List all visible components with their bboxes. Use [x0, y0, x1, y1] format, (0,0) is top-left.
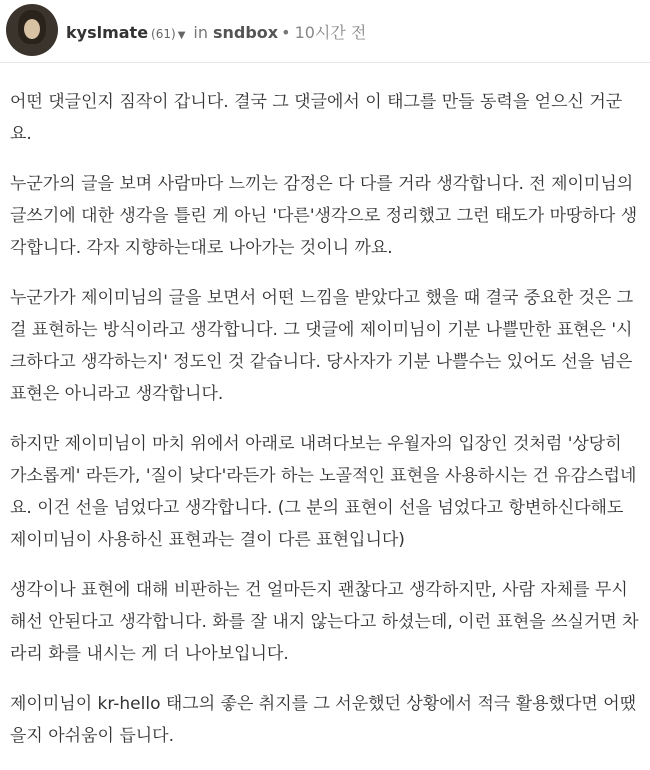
comment-meta: [66, 20, 366, 43]
comment-paragraph: 하지만 제이미님이 마치 위에서 아래로 내려다보는 우월자의 입장인 것처럼 '상당히 가소롭게' 라든가, '질이 낮다'라든가 하는 노골적인 표현을 사용하시는 건 유감스럽네요. 이건 선을 넘었다고 생각합니다. (그 분의 표현이 선을 넘었다고 항변하신다해도 제이미님이 사용하신 표현과는 결이 다른 표현입니다): [10, 434, 637, 550]
community-link[interactable]: sndbox: [212, 23, 279, 42]
comment-paragraph: 생각이나 표현에 대해 비판하는 건 얼마든지 괜찮다고 생각하지만, 사람 자체를 무시해선 안된다고 생각합니다. 화를 잘 내지 않는다고 하셨는데, 이런 표현을 쓰실거면 차라리 화를 내시는 게 더 나아보입니다.: [10, 580, 639, 664]
author-reputation: (61): [151, 27, 176, 41]
in-label: in: [193, 23, 208, 42]
comment-timestamp[interactable]: 10시간 전: [294, 23, 367, 42]
author-name[interactable]: kyslmate: [66, 23, 149, 42]
comment-paragraph: 어떤 댓글인지 짐작이 갑니다. 결국 그 댓글에서 이 태그를 만들 동력을 얻으신 거군요.: [10, 92, 623, 144]
chevron-down-icon[interactable]: ▼: [177, 30, 186, 41]
separator-dot: •: [281, 23, 291, 42]
author-avatar[interactable]: [6, 4, 58, 56]
comment-paragraph: 누군가가 제이미님의 글을 보면서 어떤 느낌을 받았다고 했을 때 결국 중요한 것은 그걸 표현하는 방식이라고 생각합니다. 그 댓글에 제이미님이 기분 나쁠만한 표현은 '시크하다고 생각하는지' 정도인 것 같습니다. 당사자가 기분 나쁠수는 있어도 선을 넘은 표현은 아니라고 생각합니다.: [10, 288, 634, 404]
comment-header: [0, 0, 650, 63]
avatar-face: [24, 19, 40, 39]
comment-paragraph: 누군가의 글을 보며 사람마다 느끼는 감정은 다 다를 거라 생각합니다. 전 제이미님의 글쓰기에 대한 생각을 틀린 게 아닌 '다른'생각으로 정리했고 그런 태도가 마땅하다 생각합니다. 각자 지향하는대로 나아가는 것이니 까요.: [10, 174, 638, 258]
comment-paragraph: 제이미님이 kr-hello 태그의 좋은 취지를 그 서운했던 상황에서 적극 활용했다면 어땠을지 아쉬움이 듭니다.: [10, 694, 637, 746]
comment-body: [10, 86, 640, 770]
